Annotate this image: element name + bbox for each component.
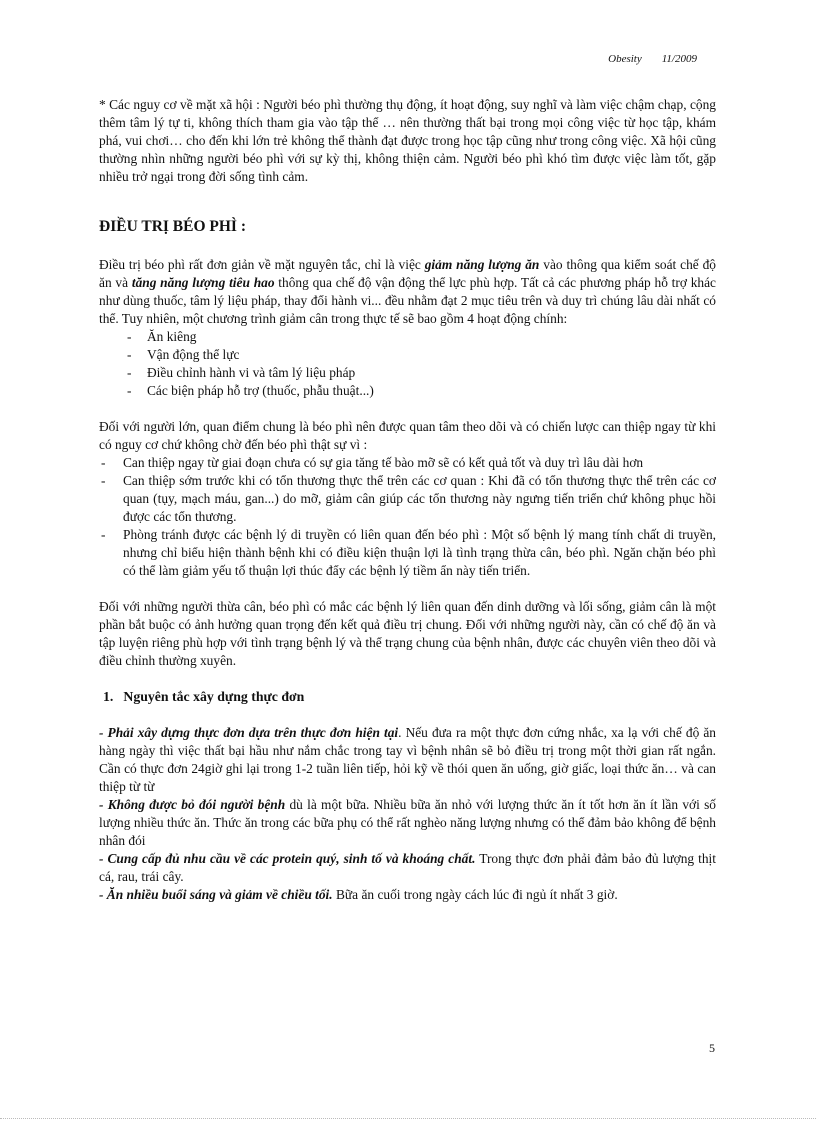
subsection-heading: 1. Nguyên tắc xây dựng thực đơn <box>103 689 305 704</box>
overweight-paragraph: Đối với những người thừa cân, béo phì có mắc các bệnh lý liên quan đến dinh dưỡng và lối sống, giảm cân là một phần bắt buộc có ảnh hưởng quan trọng đến kết quả điều trị chung. Đối với những người này, cần có chế độ ăn và tập luyện riêng phù hợp với tình trạng bệnh lý và thể trạng chung của bệnh nhân, được các chuyên viên theo dõi và điều chỉnh thường xuyên. <box>99 599 716 668</box>
header-title: Obesity <box>608 53 642 65</box>
header-date: 11/2009 <box>661 53 697 65</box>
social-risk-paragraph: * Các nguy cơ về mặt xã hội : Người béo phì thường thụ động, ít hoạt động, suy nghĩ và làm việc chậm chạp, cộng thêm tâm lý tự ti, không thích tham gia vào tập thể … nên thường thất bại trong mọi công việc từ học tập, khám phá, vui chơi… cho đến khi lớn trẻ không thể thành đạt được trong học tập cũng như trong công việc. Xã hội cũng thường nhìn những người béo phì với sự kỳ thị, không thiện cảm. Người béo phì khó tìm được việc làm tốt, gặp nhiều trở ngại trong đời sống tình cảm. <box>99 97 716 184</box>
emphasis-reduce-energy: giảm năng lượng ăn <box>424 257 540 272</box>
adults-intro-paragraph: Đối với người lớn, quan điểm chung là béo phì nên được quan tâm theo dõi và có chiến lược can thiệp ngay từ khi có nguy cơ chứ không chờ đến béo phì thật sự vì : <box>99 419 716 452</box>
emphasis-increase-expenditure: tăng năng lượng tiêu hao <box>131 275 275 290</box>
page-bottom-divider <box>0 1118 816 1119</box>
page-header <box>588 53 697 65</box>
page-number: 5 <box>709 1041 715 1055</box>
rule-paragraph: - Phải xây dựng thực đơn dựa trên thực đơn hiện tại. Nếu đưa ra một thực đơn cứng nhắc, xa lạ với chế độ ăn hàng ngày thì việc thất bại hầu như nắm chắc trong tay vì bệnh nhân sẽ bỏ điều trị trong một thời gian rất ngắn. Cần có thực đơn 24giờ ghi lại trong 1-2 tuần liên tiếp, hỏi kỹ về thói quen ăn uống, giờ giấc, loại thức ăn… và can thiệp từ từ <box>99 725 716 794</box>
list-item: - Phòng tránh được các bệnh lý di truyền có liên quan đến béo phì : Một số bệnh lý mang tính chất di truyền, nhưng chỉ biểu hiện thành bệnh khi có điều kiện thuận lợi là tình trạng thừa cân, béo phì. Ngăn chặn béo phì có thể làm giảm yếu tố thuận lợi thúc đẩy các bệnh lý tiềm ẩn này tiến triển. <box>99 526 716 580</box>
treatment-paragraph: Điều trị béo phì rất đơn giản về mặt nguyên tắc, chỉ là việc giảm năng lượng ăn vào thông qua kiểm soát chế độ ăn và tăng năng lượng tiêu hao thông qua chế độ vận động thể lực phù hợp. Tất cả các phương pháp hỗ trợ khác như dùng thuốc, tâm lý liệu pháp, thay đổi hành vi... đều nhằm đạt 2 mục tiêu trên và duy trì chúng lâu dài nhất có thể. Tuy nhiên, một chương trình giảm cân trong thực tế sẽ bao gồm 4 hoạt động chính: <box>99 257 716 326</box>
section-heading: ĐIỀU TRỊ BÉO PHÌ : <box>99 218 246 235</box>
list-item: - Điều chỉnh hành vi và tâm lý liệu pháp <box>127 364 716 382</box>
list-item: - Các biện pháp hỗ trợ (thuốc, phẫu thuật...) <box>127 382 716 400</box>
activities-list <box>99 328 716 400</box>
rule-paragraph: - Cung cấp đủ nhu cầu về các protein quý, sinh tố và khoáng chất. Trong thực đơn phải đảm bảo đủ lượng thịt cá, rau, trái cây. <box>99 851 716 884</box>
reasons-list <box>99 454 716 580</box>
page-content <box>99 96 716 904</box>
list-item: - Can thiệp ngay từ giai đoạn chưa có sự gia tăng tế bào mỡ sẽ có kết quả tốt và duy trì lâu dài hơn <box>99 454 716 472</box>
list-item: - Ăn kiêng <box>127 328 716 346</box>
rule-paragraph: - Ăn nhiều buổi sáng và giảm về chiều tối. Bữa ăn cuối trong ngày cách lúc đi ngủ ít nhất 3 giờ. <box>99 887 618 902</box>
rule-paragraph: - Không được bỏ đói người bệnh dù là một bữa. Nhiều bữa ăn nhỏ với lượng thức ăn ít tốt hơn ăn ít lần với số lượng nhiều thức ăn. Thức ăn trong các bữa phụ có thể rất nghèo năng lượng nhưng có thể đảm bảo không để bệnh nhân đói <box>99 797 716 848</box>
list-item: - Vận động thể lực <box>127 346 716 364</box>
list-item: - Can thiệp sớm trước khi có tổn thương thực thể trên các cơ quan : Khi đã có tổn thương thực thể trên các cơ quan (tụy, mạch máu, gan...) do mỡ, giảm cân giúp các tổn thương này ngưng tiến triển chứ không phục hồi được các tổn thương. <box>99 472 716 526</box>
